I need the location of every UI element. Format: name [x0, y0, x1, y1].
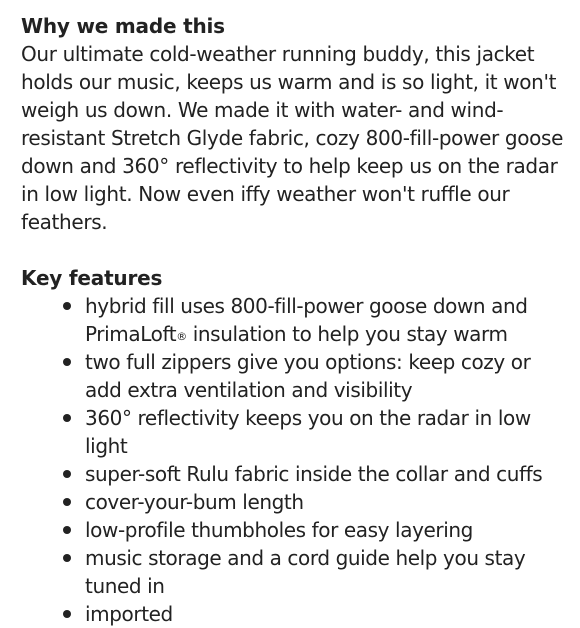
bullet-icon: [63, 610, 71, 618]
feature-item-rulu-fabric: [63, 460, 566, 488]
feature-text: super-soft Rulu fabric inside the collar and cuffs: [85, 462, 543, 486]
bullet-icon: [63, 470, 71, 478]
feature-text: cover-your-bum length: [85, 490, 304, 514]
feature-text: music storage and a cord guide help you stay tuned in: [85, 546, 526, 598]
key-features-list: [21, 292, 566, 628]
registered-mark: ®: [176, 330, 187, 343]
why-we-made-this-heading: Why we made this: [21, 14, 225, 38]
feature-text-continued: insulation to help you stay warm: [186, 322, 508, 346]
feature-item-thumbholes: [63, 516, 566, 544]
bullet-icon: [63, 526, 71, 534]
product-description: [21, 12, 566, 628]
feature-text: hybrid fill uses 800-fill-power goose down and PrimaLoft: [85, 294, 528, 346]
feature-text: low-profile thumbholes for easy layering: [85, 518, 473, 542]
feature-text: two full zippers give you options: keep cozy or add extra ventilation and visibility: [85, 350, 531, 402]
feature-item-reflectivity: [63, 404, 566, 460]
key-features-heading: Key features: [21, 266, 163, 290]
feature-item-imported: [63, 600, 566, 628]
bullet-icon: [63, 414, 71, 422]
bullet-icon: [63, 302, 71, 310]
feature-text: imported: [85, 602, 173, 626]
section-spacer: [21, 236, 566, 264]
feature-text: 360° reflectivity keeps you on the radar in low light: [85, 406, 531, 458]
feature-item-hybrid-fill: [63, 292, 566, 348]
why-we-made-this-paragraph: Our ultimate cold-weather running buddy, this jacket holds our music, keeps us warm and is so light, it won't weigh us down. We made it with water- and wind-resistant Stretch Glyde fabric, cozy 800-fill-power goose down and 360° reflectivity to help keep us on the radar in low light. Now even iffy weather won't ruffle our feathers.: [21, 42, 564, 234]
bullet-icon: [63, 498, 71, 506]
feature-item-music-storage: [63, 544, 566, 600]
feature-item-zippers: [63, 348, 566, 404]
bullet-icon: [63, 358, 71, 366]
feature-item-length: [63, 488, 566, 516]
bullet-icon: [63, 554, 71, 562]
